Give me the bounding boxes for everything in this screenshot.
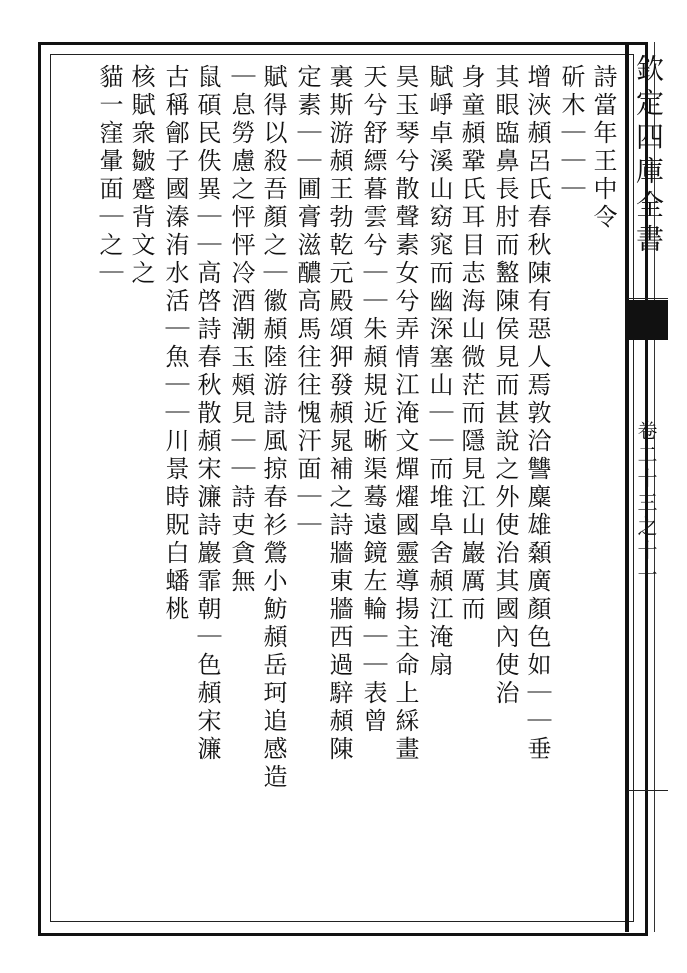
text-column-7: 昊玉琴兮散聲素女兮弄情江淹文燀燿國靈導揚主命上綵畫 <box>391 64 419 764</box>
text-column-2: 斫木｜｜｜ <box>557 64 585 204</box>
fishtail-mark <box>628 300 668 340</box>
text-column-1: 詩當年王中令 <box>589 64 617 232</box>
gutter-rule-top <box>628 298 668 299</box>
text-column-9: 裏斯游頳王勃乾元殿頌狎發頳晁補之詩牆東牆西過騂頳陳 <box>325 64 353 764</box>
text-column-6: 賦崢卓溪山窈窕而幽深塞山｜｜而堆阜舍頳江淹扇 <box>425 64 453 680</box>
text-column-16: 貓一窪暈面｜之｜ <box>95 64 123 288</box>
text-column-12: ｜息勞慮之怦怦冷酒潮玉頰見｜｜詩吏貪無 <box>227 64 255 596</box>
text-column-13: 鼠碩民佚異｜｜高啓詩春秋散頳宋濂詩巖霏朝｜色頳宋濂 <box>193 64 221 764</box>
text-column-3: 增浹頳呂氏春秋陳有惡人焉敦洽讐麋雄顙廣顏色如｜｜垂 <box>523 64 551 764</box>
volume-number: 卷二十三之十一 <box>634 420 658 588</box>
text-column-5: 身童頳鞏氏耳目志海山微茫而隱見江山巖厲而 <box>457 64 485 624</box>
text-column-14: 古稱鄶子國溱洧水活｜魚｜｜川景時貺白蟠桃 <box>161 64 189 624</box>
text-column-8: 天兮舒縹暮雲兮｜｜朱頳規近晰渠蓦遠鏡左輪｜｜表曾 <box>359 64 387 736</box>
gutter-rule-bottom <box>628 790 668 791</box>
text-column-11: 賦得以殺吾顏之｜徽頳陸游詩風掠春衫鶯小魴頳岳珂追感造 <box>259 64 287 792</box>
text-column-15: 核賦衆皺蹙背文之 <box>127 64 155 288</box>
book-title: 欽定四庫全書 <box>632 54 665 258</box>
text-column-10: 定素｜｜圃膏滋醲高馬往往愧汗面｜｜ <box>293 64 321 540</box>
text-column-4: 其眼臨鼻長肘而盭陳侯見而甚說之外使治其國內使治 <box>491 64 519 708</box>
